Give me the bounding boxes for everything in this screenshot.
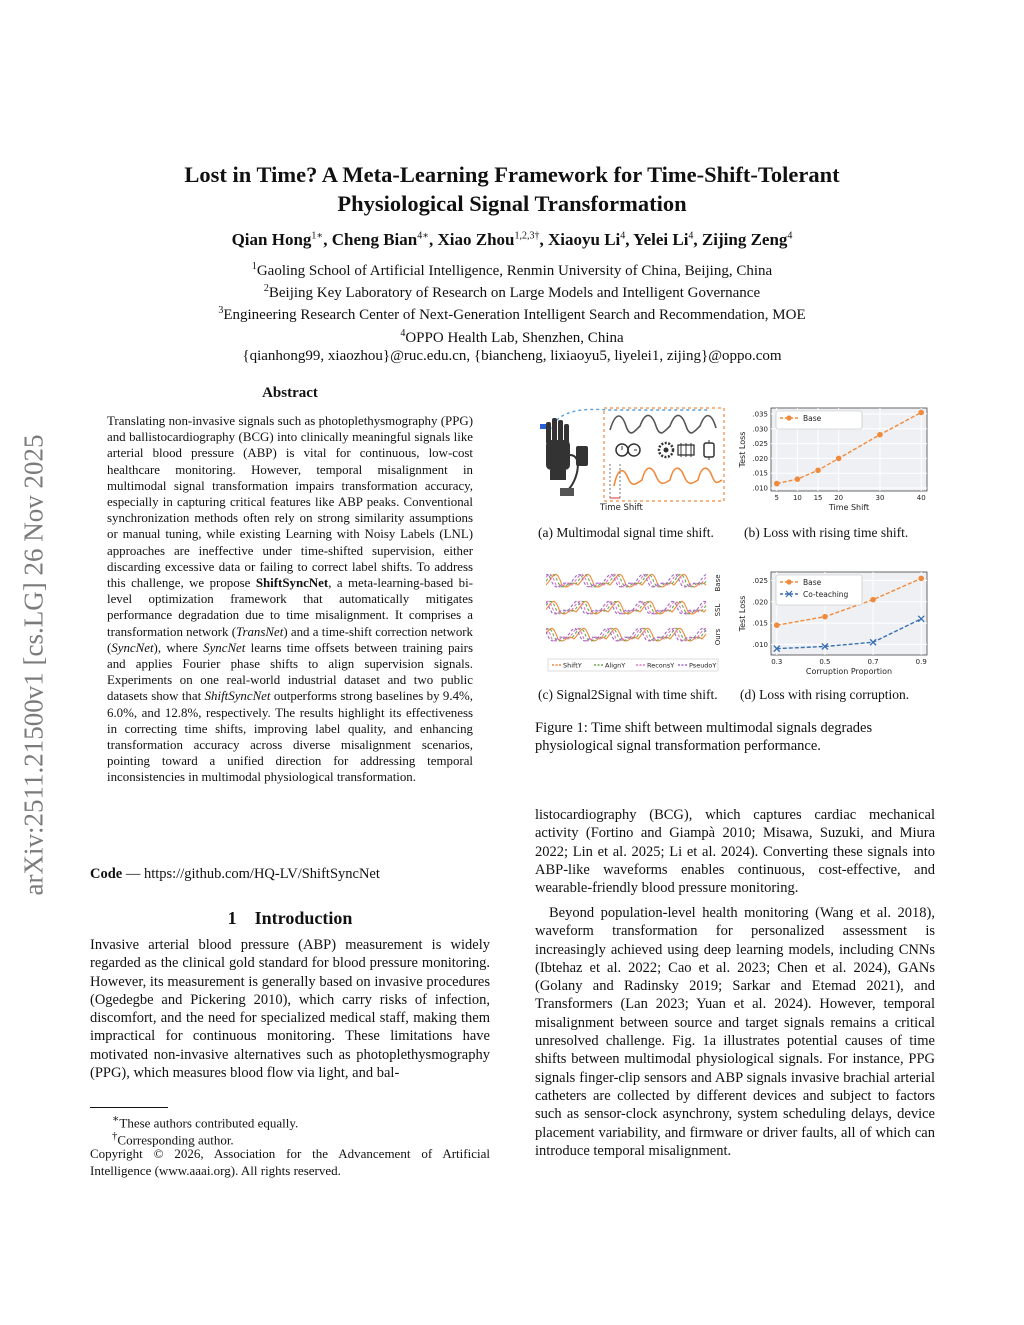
method-name: ShiftSyncNet [255, 576, 329, 591]
legend-marker [786, 415, 791, 420]
y-tick-label: .015 [752, 619, 768, 628]
author-sup: 4 [620, 230, 626, 242]
chip-icon [678, 443, 694, 457]
caption-c: (c) Signal2Signal with time shift. [538, 687, 718, 702]
arxiv-identifier: arXiv:2511.21500v1 [cs.LG] 26 Nov 2025 [18, 434, 49, 896]
caption-d: (d) Loss with rising corruption. [740, 687, 910, 702]
time-shift-label: Time Shift [600, 503, 643, 513]
figure-1b-chart [735, 403, 935, 516]
y-tick-label: .010 [752, 640, 768, 649]
author-name: Xiao Zhou [437, 230, 515, 249]
legend-label: Base [803, 578, 822, 587]
y-tick-label: .010 [752, 484, 768, 493]
data-point [774, 622, 780, 628]
figure-1d-chart [735, 567, 935, 680]
x-tick-label: 40 [916, 494, 926, 502]
y-tick-label: .035 [752, 410, 768, 419]
x-tick-label: 15 [813, 494, 823, 502]
author-sup: 4 [688, 230, 694, 242]
data-point [918, 576, 924, 582]
y-tick-label: .025 [752, 440, 768, 449]
x-axis-label: Time Shift [828, 503, 870, 512]
author-sup: 4 [787, 230, 793, 242]
author-name: Qian Hong [231, 230, 312, 249]
x-tick-label: 0.3 [771, 658, 783, 666]
footnote-equal: ∗These authors contributed equally. [112, 1113, 299, 1131]
title-line-1: Lost in Time? A Meta-Learning Framework for Time-Shift-Tolerant [184, 162, 840, 187]
author-sup: 1∗ [311, 230, 324, 242]
x-tick-label: 20 [834, 494, 844, 502]
data-point [795, 476, 801, 482]
device-frame [604, 408, 724, 501]
intro-paragraph-1-continued: listocardiography (BCG), which captures cardiac mechanical activity (Fortino and Giampà 2010; Misawa, Suzuki, and Miura 2022; Lin et al. 2025; Li et al. 2024). Converting these signals into ABP-like waveforms enables continuous, cost-effective, and wearable-friendly blood pressure monitoring. [535, 807, 935, 897]
legend-label: PseudoY [689, 661, 717, 670]
author-name: Yelei Li [633, 230, 689, 249]
y-tick-label: .025 [752, 577, 768, 586]
affiliation-line: $^2$Beijing Key Laboratory of Research on Large Models and Intelligent Governance [263, 283, 761, 302]
author-name: Cheng Bian [331, 230, 418, 249]
arxiv-sidebar [12, 365, 56, 965]
title-line-2: Physiological Signal Transformation [337, 191, 687, 216]
author-sup: 4∗ [417, 230, 430, 242]
y-tick-label: .020 [752, 598, 768, 607]
y-axis-label: Test Loss [738, 595, 747, 632]
author-name: Zijing Zeng [701, 230, 788, 249]
paper-title [0, 160, 1024, 218]
x-tick-label: 0.5 [819, 658, 831, 666]
code-line: Code — https://github.com/HQ-LV/ShiftSyncNet [90, 866, 380, 882]
x-tick-label: 0.9 [915, 658, 927, 666]
x-tick-label: 0.7 [867, 658, 879, 666]
abstract-heading: Abstract [262, 385, 318, 401]
data-point [774, 481, 780, 487]
legend-label: AlignY [605, 661, 626, 670]
abstract-body: Translating non-invasive signals such as photoplethysmography (PPG) and ballistocardiography (BCG) into clinically meaningful signals like arterial blood pressure (ABP) is vital for continuous, low-cost healthcare monitoring. However, temporal misalignment in multimodal signal transformation impairs transformation accuracy, especially in capturing critical features like ABP peaks. Conventional synchronization methods often rely on strong similarity assumptions or manual tuning, while existing Learning with Noisy Labels (LNL) approaches are ineffective under time-shifted supervision, either discarding excessive data or failing to correct label shifts. To address this challenge, we propose ShiftSyncNet, a meta-learning-based bi-level optimization framework that automatically mitigates performance degradation due to time misalignment. It comprises a transformation network (TransNet) and a time-shift correction network (SyncNet), where SyncNet learns time offsets between training pairs and applies Fourier phase shifts to align supervision signals. Experiments on one real-world industrial dataset and two public datasets show that ShiftSyncNet outperforms strong baselines by 9.4%, 6.0%, and 12.8%, respectively. The results highlight its effectiveness in correcting time shifts, improving label quality, and enhancing transformation accuracy across diverse misalignment scenarios, pointing toward a unified direction for addressing temporal inconsistencies in multimodal physiological transformation. [107, 414, 474, 785]
data-point [822, 614, 828, 620]
device-icon [704, 440, 714, 460]
code-link[interactable]: https://github.com/HQ-LV/ShiftSyncNet [143, 866, 380, 882]
section-heading: 1 Introduction [227, 908, 353, 928]
gear-icon [659, 443, 673, 457]
data-point [870, 597, 876, 603]
figure-1a [538, 400, 733, 518]
footnote-corresponding: †Corresponding author. [112, 1130, 234, 1148]
row-label: Ours [714, 628, 722, 646]
x-axis-label: Corruption Proportion [805, 667, 893, 676]
data-point [918, 410, 924, 416]
affiliation-line: $^1$Gaoling School of Artificial Intelligence, Renmin University of China, Beijing, China [251, 261, 773, 279]
x-tick-label: 10 [792, 494, 802, 502]
caption-a: (a) Multimodal signal time shift. [538, 525, 714, 540]
abp-waveform [614, 468, 722, 486]
hand-icon [540, 418, 588, 496]
code-label: Code [90, 866, 123, 882]
legend-label: Base [803, 414, 822, 423]
x-tick-label: 5 [774, 494, 780, 502]
author-list: Qian Hong$^{1∗}$, Cheng Bian$^{4∗}$, Xiao Zhou$^{1,2,3\dagger}$, Xiaoyu Li$^4$, Yelei Li$^4$, Zijing Zeng$^4$ [231, 230, 793, 249]
author-name: Xiaoyu Li [548, 230, 621, 249]
figure-1c [546, 567, 728, 675]
y-tick-label: .020 [752, 454, 768, 463]
author-sup: 1,2,3† [514, 230, 540, 242]
affiliation-line: $^4$OPPO Health Lab, Shenzhen, China [400, 327, 624, 346]
legend-label: ReconsY [647, 661, 675, 670]
row-label: Base [714, 574, 722, 592]
ppg-waveform [610, 415, 716, 432]
footnote-rule [90, 1107, 168, 1108]
data-point [877, 432, 883, 438]
legend-marker [786, 579, 791, 584]
figure-caption: Figure 1: Time shift between multimodal signals degrades physiological signal transformation performance. [535, 720, 873, 755]
copyright-notice: Copyright © 2026, Association for the Advancement of Artificial Intelligence (www.aaai.org). All rights reserved. [90, 1146, 490, 1178]
caption-b: (b) Loss with rising time shift. [744, 525, 909, 540]
y-tick-label: .030 [752, 425, 768, 434]
y-tick-label: .015 [752, 469, 768, 478]
legend-label: Co-teaching [803, 590, 849, 599]
affiliations [0, 258, 1024, 365]
legend-label: ShiftY [563, 661, 582, 670]
clock-icon [616, 444, 640, 456]
signal-trace [546, 601, 706, 614]
signal-trace [546, 628, 706, 641]
data-point [815, 467, 821, 473]
intro-paragraph-2: Beyond population-level health monitoring (Wang et al. 2018), waveform transformation for personalized assessment is increasingly achieved using deep learning models, including CNNs (Ibtehaz et al. 2022; Cao et al. 2023; Chen et al. 2024), GANs (Golany and Radinsky 2019; Sarkar and Etemad 2021), and Transformers (Lan 2023; Yuan et al. 2024). However, temporal misalignment between source and target signals remains a critical unresolved challenge. Fig. 1a illustrates potential causes of time shifts between multimodal physiological signals. For instance, PPG signals finger-clip sensors and ABP signals invasive brachial arterial catheters are collected by different devices and subject to factors such as sensor-clock asynchrony, system scheduling delays, device placement variability, and firmware or driver faults, all of which can introduce temporal misalignment. [535, 905, 935, 1159]
data-point [836, 456, 842, 462]
email-line: {qianhong99, xiaozhou}@ruc.edu.cn, {biancheng, lixiaoyu5, liyelei1, zijing}@oppo.com [242, 347, 782, 364]
dashed-connector [550, 409, 708, 430]
affiliation-line: $^3$Engineering Research Center of Next-Generation Intelligent Search and Recommendation, MOE [218, 305, 806, 324]
intro-paragraph-1: Invasive arterial blood pressure (ABP) measurement is widely regarded as the clinical gold standard for blood pressure monitoring. However, its measurement is generally based on invasive procedures (Ogedegbe and Pickering 2010), which carry risks of infection, discomfort, and the need for specialized medical staff, making them impractical for continuous monitoring. These limitations have motivated non-invasive alternatives such as photoplethysmography (PPG), which measures blood flow via light, and bal- [90, 937, 490, 1082]
y-axis-label: Test Loss [738, 431, 747, 468]
x-tick-label: 30 [875, 494, 885, 502]
row-label: SSL [714, 603, 722, 617]
